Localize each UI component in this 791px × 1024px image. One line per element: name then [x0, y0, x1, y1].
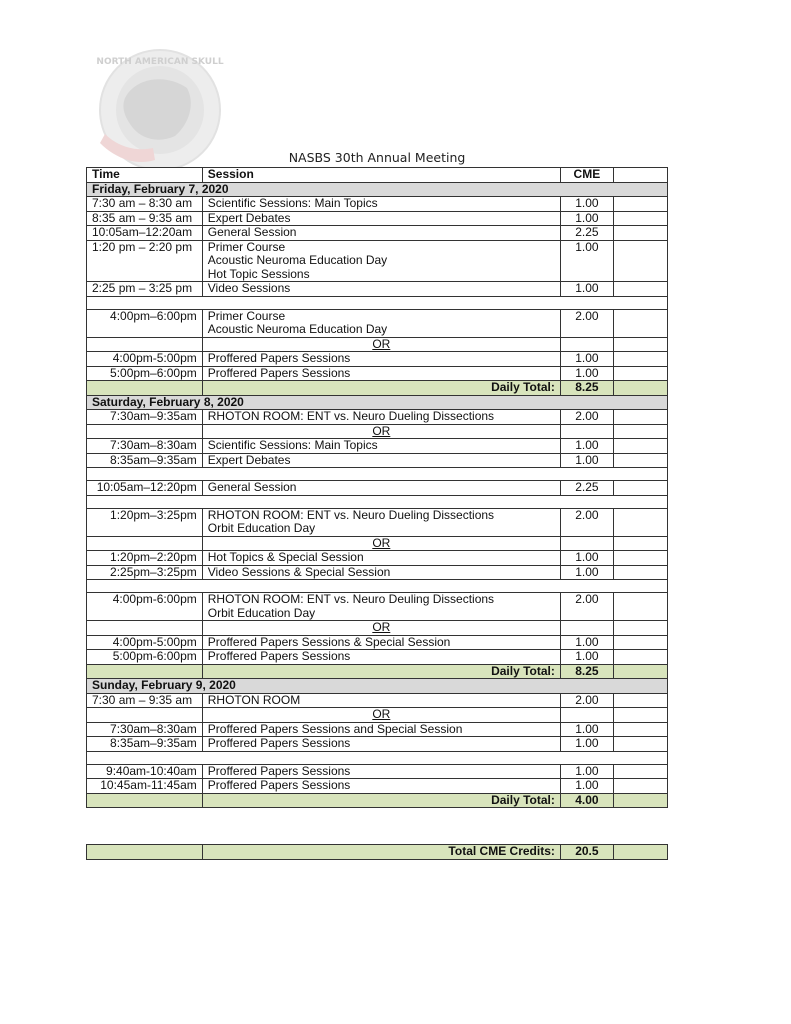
- time-cell: 7:30am–8:30am: [87, 722, 203, 737]
- svg-text:NORTH AMERICAN SKULL: NORTH AMERICAN SKULL: [96, 57, 224, 67]
- or-cme-cell: [560, 424, 613, 439]
- time-cell: 5:00pm–6:00pm: [87, 366, 203, 381]
- extra-cell: [613, 211, 667, 226]
- grand-total-spacer-1: [87, 845, 203, 860]
- grand-total-label: Total CME Credits:: [202, 845, 560, 860]
- day-header-row: [87, 395, 668, 410]
- session-line: General Session: [207, 225, 297, 239]
- time-cell: 10:05am–12:20pm: [87, 481, 203, 496]
- cme-cell: 1.00: [560, 352, 613, 367]
- spacer-cell: [87, 751, 668, 764]
- session-line: Proffered Papers Sessions: [207, 736, 351, 750]
- session-cell: [202, 309, 560, 337]
- session-line: Orbit Education Day: [207, 605, 316, 620]
- session-cell: [202, 764, 560, 779]
- time-cell: 1:20pm–2:20pm: [87, 551, 203, 566]
- session-line: Proffered Papers Sessions: [207, 351, 351, 365]
- total-extra: [613, 664, 667, 679]
- session-cell: [202, 481, 560, 496]
- extra-cell: [613, 764, 667, 779]
- session-line: Primer Course: [207, 240, 286, 254]
- session-line: General Session: [207, 480, 297, 494]
- or-cme-cell: [560, 621, 613, 636]
- session-cell: [202, 508, 560, 536]
- session-line: Hot Topics & Special Session: [207, 550, 364, 564]
- cme-cell: 1.00: [560, 551, 613, 566]
- session-line: RHOTON ROOM: ENT vs. Neuro Dueling Dissections: [207, 508, 495, 522]
- session-cell: [202, 282, 560, 297]
- cme-cell: 1.00: [560, 635, 613, 650]
- session-line: Orbit Education Day: [207, 521, 316, 535]
- or-time-cell: [87, 536, 203, 551]
- table-row: [87, 722, 668, 737]
- time-cell: 8:35am–9:35am: [87, 737, 203, 752]
- time-cell: 4:00pm-5:00pm: [87, 635, 203, 650]
- session-cell: [202, 366, 560, 381]
- spacer-cell: [87, 580, 668, 593]
- time-cell: 2:25 pm – 3:25 pm: [87, 282, 203, 297]
- header-time: Time: [87, 168, 203, 183]
- table-row: [87, 693, 668, 708]
- time-cell: 4:00pm–6:00pm: [87, 309, 203, 337]
- extra-cell: [613, 481, 667, 496]
- or-label: OR: [202, 708, 560, 723]
- session-cell: [202, 565, 560, 580]
- or-extra-cell: [613, 337, 667, 352]
- daily-total-value: 8.25: [560, 664, 613, 679]
- day-header-row: [87, 182, 668, 197]
- table-header-row: [87, 168, 668, 183]
- session-cell: [202, 211, 560, 226]
- session-cell: [202, 352, 560, 367]
- extra-cell: [613, 508, 667, 536]
- time-cell: 10:05am–12:20am: [87, 226, 203, 241]
- time-cell: 8:35am–9:35am: [87, 453, 203, 468]
- extra-cell: [613, 551, 667, 566]
- header-cme: CME: [560, 168, 613, 183]
- daily-total-value: 8.25: [560, 381, 613, 396]
- session-cell: [202, 635, 560, 650]
- table-row: [87, 635, 668, 650]
- header-extra: [613, 168, 667, 183]
- or-label: OR: [202, 337, 560, 352]
- time-cell: 4:00pm-6:00pm: [87, 593, 203, 621]
- total-spacer: [87, 664, 203, 679]
- grand-total-table: [86, 844, 668, 860]
- spacer-row: [87, 468, 668, 481]
- cme-cell: 1.00: [560, 650, 613, 665]
- total-spacer: [87, 381, 203, 396]
- cme-cell: 2.25: [560, 481, 613, 496]
- session-cell: [202, 551, 560, 566]
- table-row: [87, 737, 668, 752]
- extra-cell: [613, 226, 667, 241]
- cme-cell: 1.00: [560, 197, 613, 212]
- or-label: OR: [202, 536, 560, 551]
- grand-total-row: [87, 845, 668, 860]
- extra-cell: [613, 309, 667, 337]
- session-line: Scientific Sessions: Main Topics: [207, 196, 378, 210]
- session-line: Acoustic Neuroma Education Day: [207, 322, 388, 336]
- extra-cell: [613, 737, 667, 752]
- daily-total-label: Daily Total:: [202, 664, 560, 679]
- cme-cell: 1.00: [560, 565, 613, 580]
- cme-cell: 2.00: [560, 309, 613, 337]
- table-row: [87, 551, 668, 566]
- session-line: Proffered Papers Sessions: [207, 649, 351, 663]
- spacer-cell: [87, 468, 668, 481]
- session-line: Proffered Papers Sessions & Special Session: [207, 635, 451, 649]
- spacer-row: [87, 495, 668, 508]
- session-line: Proffered Papers Sessions and Special Session: [207, 722, 463, 736]
- table-row: [87, 282, 668, 297]
- time-cell: 1:20pm–3:25pm: [87, 508, 203, 536]
- extra-cell: [613, 635, 667, 650]
- total-extra: [613, 381, 667, 396]
- session-line: RHOTON ROOM: [207, 693, 301, 707]
- table-row: [87, 226, 668, 241]
- session-line: Proffered Papers Sessions: [207, 778, 351, 792]
- time-cell: 9:40am-10:40am: [87, 764, 203, 779]
- spacer-row: [87, 296, 668, 309]
- table-row: [87, 650, 668, 665]
- session-line: Proffered Papers Sessions: [207, 366, 351, 380]
- schedule-body: [87, 182, 668, 808]
- cme-cell: 1.00: [560, 282, 613, 297]
- cme-cell: 1.00: [560, 211, 613, 226]
- table-row: [87, 309, 668, 337]
- session-line: Proffered Papers Sessions: [207, 764, 351, 778]
- or-cme-cell: [560, 536, 613, 551]
- or-label: OR: [202, 621, 560, 636]
- extra-cell: [613, 722, 667, 737]
- grand-total-value: 20.5: [560, 845, 613, 860]
- session-line: Expert Debates: [207, 211, 291, 225]
- cme-cell: 1.00: [560, 366, 613, 381]
- extra-cell: [613, 779, 667, 794]
- spacer-row: [87, 580, 668, 593]
- table-row: [87, 565, 668, 580]
- daily-total-label: Daily Total:: [202, 793, 560, 808]
- daily-total-row: [87, 381, 668, 396]
- session-line: Video Sessions: [207, 281, 291, 295]
- time-cell: 5:00pm-6:00pm: [87, 650, 203, 665]
- day-label: Sunday, February 9, 2020: [87, 679, 668, 694]
- extra-cell: [613, 453, 667, 468]
- session-line: Expert Debates: [207, 453, 291, 467]
- cme-cell: 2.00: [560, 593, 613, 621]
- session-cell: [202, 593, 560, 621]
- time-cell: 1:20 pm – 2:20 pm: [87, 240, 203, 282]
- daily-total-value: 4.00: [560, 793, 613, 808]
- session-line: Acoustic Neuroma Education Day: [207, 253, 388, 267]
- time-cell: 7:30am–9:35am: [87, 410, 203, 425]
- or-row: [87, 708, 668, 723]
- table-row: [87, 410, 668, 425]
- time-cell: 10:45am-11:45am: [87, 779, 203, 794]
- extra-cell: [613, 282, 667, 297]
- session-cell: [202, 650, 560, 665]
- session-line: Scientific Sessions: Main Topics: [207, 438, 378, 452]
- cme-cell: 1.00: [560, 764, 613, 779]
- time-cell: 7:30am–8:30am: [87, 439, 203, 454]
- day-label: Friday, February 7, 2020: [87, 182, 668, 197]
- or-time-cell: [87, 708, 203, 723]
- or-row: [87, 621, 668, 636]
- or-cme-cell: [560, 337, 613, 352]
- session-cell: [202, 439, 560, 454]
- spacer-cell: [87, 495, 668, 508]
- time-cell: 7:30 am – 8:30 am: [87, 197, 203, 212]
- table-row: [87, 197, 668, 212]
- extra-cell: [613, 439, 667, 454]
- extra-cell: [613, 366, 667, 381]
- table-row: [87, 439, 668, 454]
- or-extra-cell: [613, 621, 667, 636]
- or-row: [87, 536, 668, 551]
- day-label: Saturday, February 8, 2020: [87, 395, 668, 410]
- table-row: [87, 764, 668, 779]
- table-row: [87, 211, 668, 226]
- extra-cell: [613, 650, 667, 665]
- or-row: [87, 337, 668, 352]
- or-time-cell: [87, 337, 203, 352]
- session-cell: [202, 410, 560, 425]
- cme-cell: 1.00: [560, 439, 613, 454]
- table-row: [87, 352, 668, 367]
- cme-cell: 2.25: [560, 226, 613, 241]
- extra-cell: [613, 352, 667, 367]
- session-cell: [202, 197, 560, 212]
- session-line: Video Sessions & Special Session: [207, 565, 391, 579]
- table-row: [87, 779, 668, 794]
- extra-cell: [613, 593, 667, 621]
- cme-cell: 2.00: [560, 693, 613, 708]
- table-row: [87, 481, 668, 496]
- cme-cell: 1.00: [560, 737, 613, 752]
- header-session: Session: [202, 168, 560, 183]
- spacer-row: [87, 751, 668, 764]
- or-extra-cell: [613, 536, 667, 551]
- session-cell: [202, 779, 560, 794]
- daily-total-row: [87, 793, 668, 808]
- time-cell: 2:25pm–3:25pm: [87, 565, 203, 580]
- cme-cell: 1.00: [560, 722, 613, 737]
- document-title: NASBS 30th Annual Meeting: [288, 150, 466, 165]
- extra-cell: [613, 197, 667, 212]
- table-row: [87, 593, 668, 621]
- time-cell: 4:00pm-5:00pm: [87, 352, 203, 367]
- or-cme-cell: [560, 708, 613, 723]
- day-header-row: [87, 679, 668, 694]
- total-extra: [613, 793, 667, 808]
- table-row: [87, 240, 668, 282]
- table-row: [87, 453, 668, 468]
- total-spacer: [87, 793, 203, 808]
- or-extra-cell: [613, 708, 667, 723]
- cme-schedule-table: [86, 167, 668, 808]
- or-extra-cell: [613, 424, 667, 439]
- or-time-cell: [87, 424, 203, 439]
- session-line: RHOTON ROOM: ENT vs. Neuro Deuling Dissections: [207, 592, 495, 606]
- cme-cell: 1.00: [560, 779, 613, 794]
- extra-cell: [613, 565, 667, 580]
- or-time-cell: [87, 621, 203, 636]
- table-row: [87, 366, 668, 381]
- session-cell: [202, 226, 560, 241]
- extra-cell: [613, 410, 667, 425]
- time-cell: 8:35 am – 9:35 am: [87, 211, 203, 226]
- session-line: RHOTON ROOM: ENT vs. Neuro Dueling Dissections: [207, 409, 495, 423]
- cme-cell: 2.00: [560, 410, 613, 425]
- extra-cell: [613, 693, 667, 708]
- grand-total-spacer-2: [613, 845, 667, 860]
- table-row: [87, 508, 668, 536]
- session-cell: [202, 240, 560, 282]
- cme-cell: 2.00: [560, 508, 613, 536]
- session-cell: [202, 722, 560, 737]
- extra-cell: [613, 240, 667, 282]
- daily-total-row: [87, 664, 668, 679]
- daily-total-label: Daily Total:: [202, 381, 560, 396]
- or-label: OR: [202, 424, 560, 439]
- session-cell: [202, 453, 560, 468]
- cme-cell: 1.00: [560, 453, 613, 468]
- or-row: [87, 424, 668, 439]
- session-cell: [202, 737, 560, 752]
- time-cell: 7:30 am – 9:35 am: [87, 693, 203, 708]
- cme-cell: 1.00: [560, 240, 613, 282]
- session-cell: [202, 693, 560, 708]
- spacer-cell: [87, 296, 668, 309]
- session-line: Primer Course: [207, 309, 286, 323]
- session-line: Hot Topic Sessions: [207, 266, 310, 281]
